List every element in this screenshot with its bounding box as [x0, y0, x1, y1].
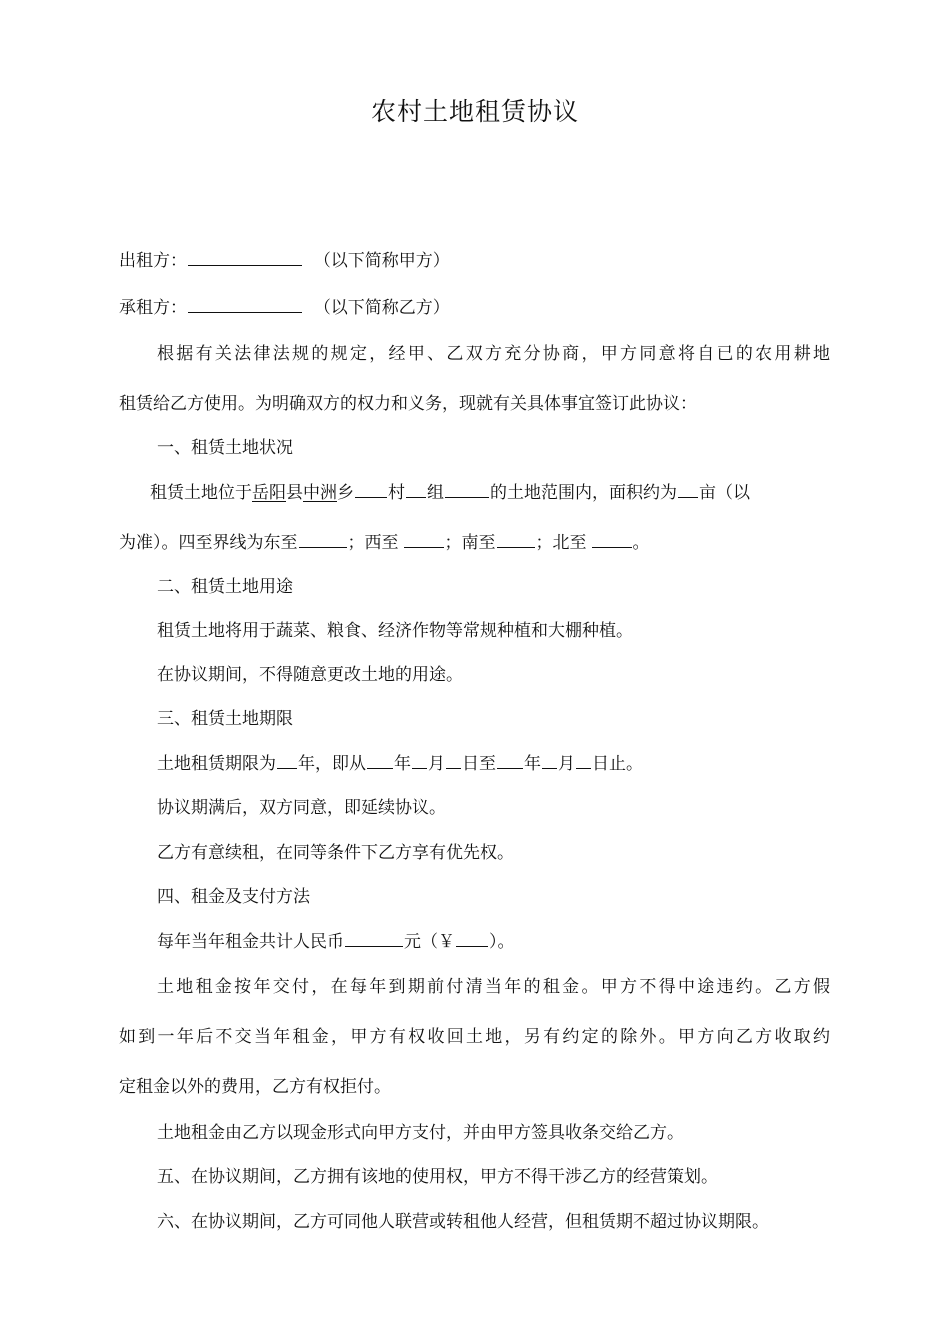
- village-suffix: 村: [388, 483, 405, 503]
- county-suffix: 县: [286, 483, 303, 503]
- term-years-blank[interactable]: [277, 752, 297, 769]
- payment-line-3: 定租金以外的费用，乙方有权拒付。: [119, 1077, 391, 1097]
- rent-amount-line: [157, 930, 515, 953]
- group-blank[interactable]: [406, 481, 426, 498]
- south-boundary-blank[interactable]: [497, 531, 535, 548]
- intro-line-1: 根据有关法律法规的规定，经甲、乙双方充分协商，甲方同意将自已的农用耕地: [157, 344, 830, 364]
- boundary-west-text: ；西至: [347, 533, 399, 553]
- end-year-blank[interactable]: [497, 752, 523, 769]
- section-3-heading: 三、租赁土地期限: [157, 709, 293, 729]
- payment-method-text: 土地租金由乙方以现金形式向甲方支付，并由甲方签具收条交给乙方。: [157, 1123, 684, 1143]
- land-location-text: 租赁土地位于: [150, 483, 252, 503]
- town-suffix: 乡: [337, 483, 354, 503]
- term-text: 土地租赁期限为: [157, 754, 276, 774]
- payment-line-1: 土地租金按年交付，在每年到期前付清当年的租金。甲方不得中途违约。乙方假: [157, 977, 830, 997]
- payment-line-2: 如到一年后不交当年租金，甲方有权收回土地，另有约定的除外。甲方向乙方收取约: [119, 1027, 830, 1047]
- section-1-heading: 一、租赁土地状况: [157, 438, 293, 458]
- area-blank[interactable]: [678, 481, 698, 498]
- end-month-blank[interactable]: [542, 752, 557, 769]
- section-4-heading: 四、租金及支付方法: [157, 887, 310, 907]
- lessee-label: 承租方：: [119, 298, 187, 318]
- land-range-blank[interactable]: [445, 481, 489, 498]
- start-month-blank[interactable]: [412, 752, 427, 769]
- start-month-unit: 月: [428, 754, 445, 774]
- section-6-text: 六、在协议期间，乙方可同他人联营或转租他人经营，但租赁期不超过协议期限。: [157, 1212, 769, 1232]
- rent-amount-blank[interactable]: [345, 930, 403, 947]
- rent-number-blank[interactable]: [456, 930, 488, 947]
- start-day-blank[interactable]: [446, 752, 461, 769]
- document-title: 农村土地租赁协议: [370, 97, 579, 126]
- end-day-unit: 日止。: [592, 754, 643, 774]
- area-unit: 亩（以: [699, 483, 750, 503]
- rent-text: 每年当年租金共计人民币: [157, 932, 344, 952]
- priority-text: 乙方有意续租，在同等条件下乙方享有优先权。: [157, 843, 514, 863]
- lessor-note: （以下简称甲方）: [313, 251, 450, 271]
- land-location-line-1: [150, 481, 750, 504]
- group-suffix: 组: [427, 483, 444, 503]
- county-name: 岳阳: [252, 483, 286, 503]
- section-5-text: 五、在协议期间，乙方拥有该地的使用权，甲方不得干涉乙方的经营策划。: [157, 1167, 718, 1187]
- intro-line-2: 租赁给乙方使用。为明确双方的权力和义务，现就有关具体事宜签订此协议：: [119, 394, 697, 414]
- boundary-north-text: ；北至: [535, 533, 587, 553]
- lessor-label: 出租方：: [119, 251, 187, 271]
- boundary-east-text: 为准）。四至界线为东至: [119, 533, 298, 553]
- end-year-unit: 年: [524, 754, 541, 774]
- land-boundary-line: [119, 531, 650, 554]
- end-month-unit: 月: [558, 754, 575, 774]
- lessor-name-blank[interactable]: [188, 249, 302, 266]
- lessee-name-blank[interactable]: [188, 296, 302, 313]
- section-2-heading: 二、租赁土地用途: [157, 577, 293, 597]
- east-boundary-blank[interactable]: [299, 531, 347, 548]
- boundary-south-text: ；南至: [444, 533, 496, 553]
- rent-unit-text: 元（￥: [404, 932, 455, 952]
- lessee-line: [119, 296, 450, 319]
- term-from-text: 年，即从: [298, 754, 366, 774]
- land-use-restriction: 在协议期间，不得随意更改土地的用途。: [157, 665, 463, 685]
- rent-end: ）。: [489, 932, 515, 952]
- village-blank[interactable]: [355, 481, 387, 498]
- land-use-text: 租赁土地将用于蔬菜、粮食、经济作物等常规种植和大棚种植。: [157, 621, 633, 641]
- area-text: 的土地范围内，面积约为: [490, 483, 677, 503]
- west-boundary-blank[interactable]: [404, 531, 444, 548]
- lessee-note: （以下简称乙方）: [313, 298, 450, 318]
- north-boundary-blank[interactable]: [592, 531, 632, 548]
- start-year-unit: 年: [394, 754, 411, 774]
- lessor-line: [119, 249, 450, 272]
- end-day-blank[interactable]: [576, 752, 591, 769]
- start-day-unit: 日至: [462, 754, 496, 774]
- boundary-end: 。: [632, 533, 650, 553]
- start-year-blank[interactable]: [367, 752, 393, 769]
- renewal-text: 协议期满后，双方同意，即延续协议。: [157, 798, 446, 818]
- lease-term-line: [157, 752, 643, 775]
- town-name: 中洲: [303, 483, 337, 503]
